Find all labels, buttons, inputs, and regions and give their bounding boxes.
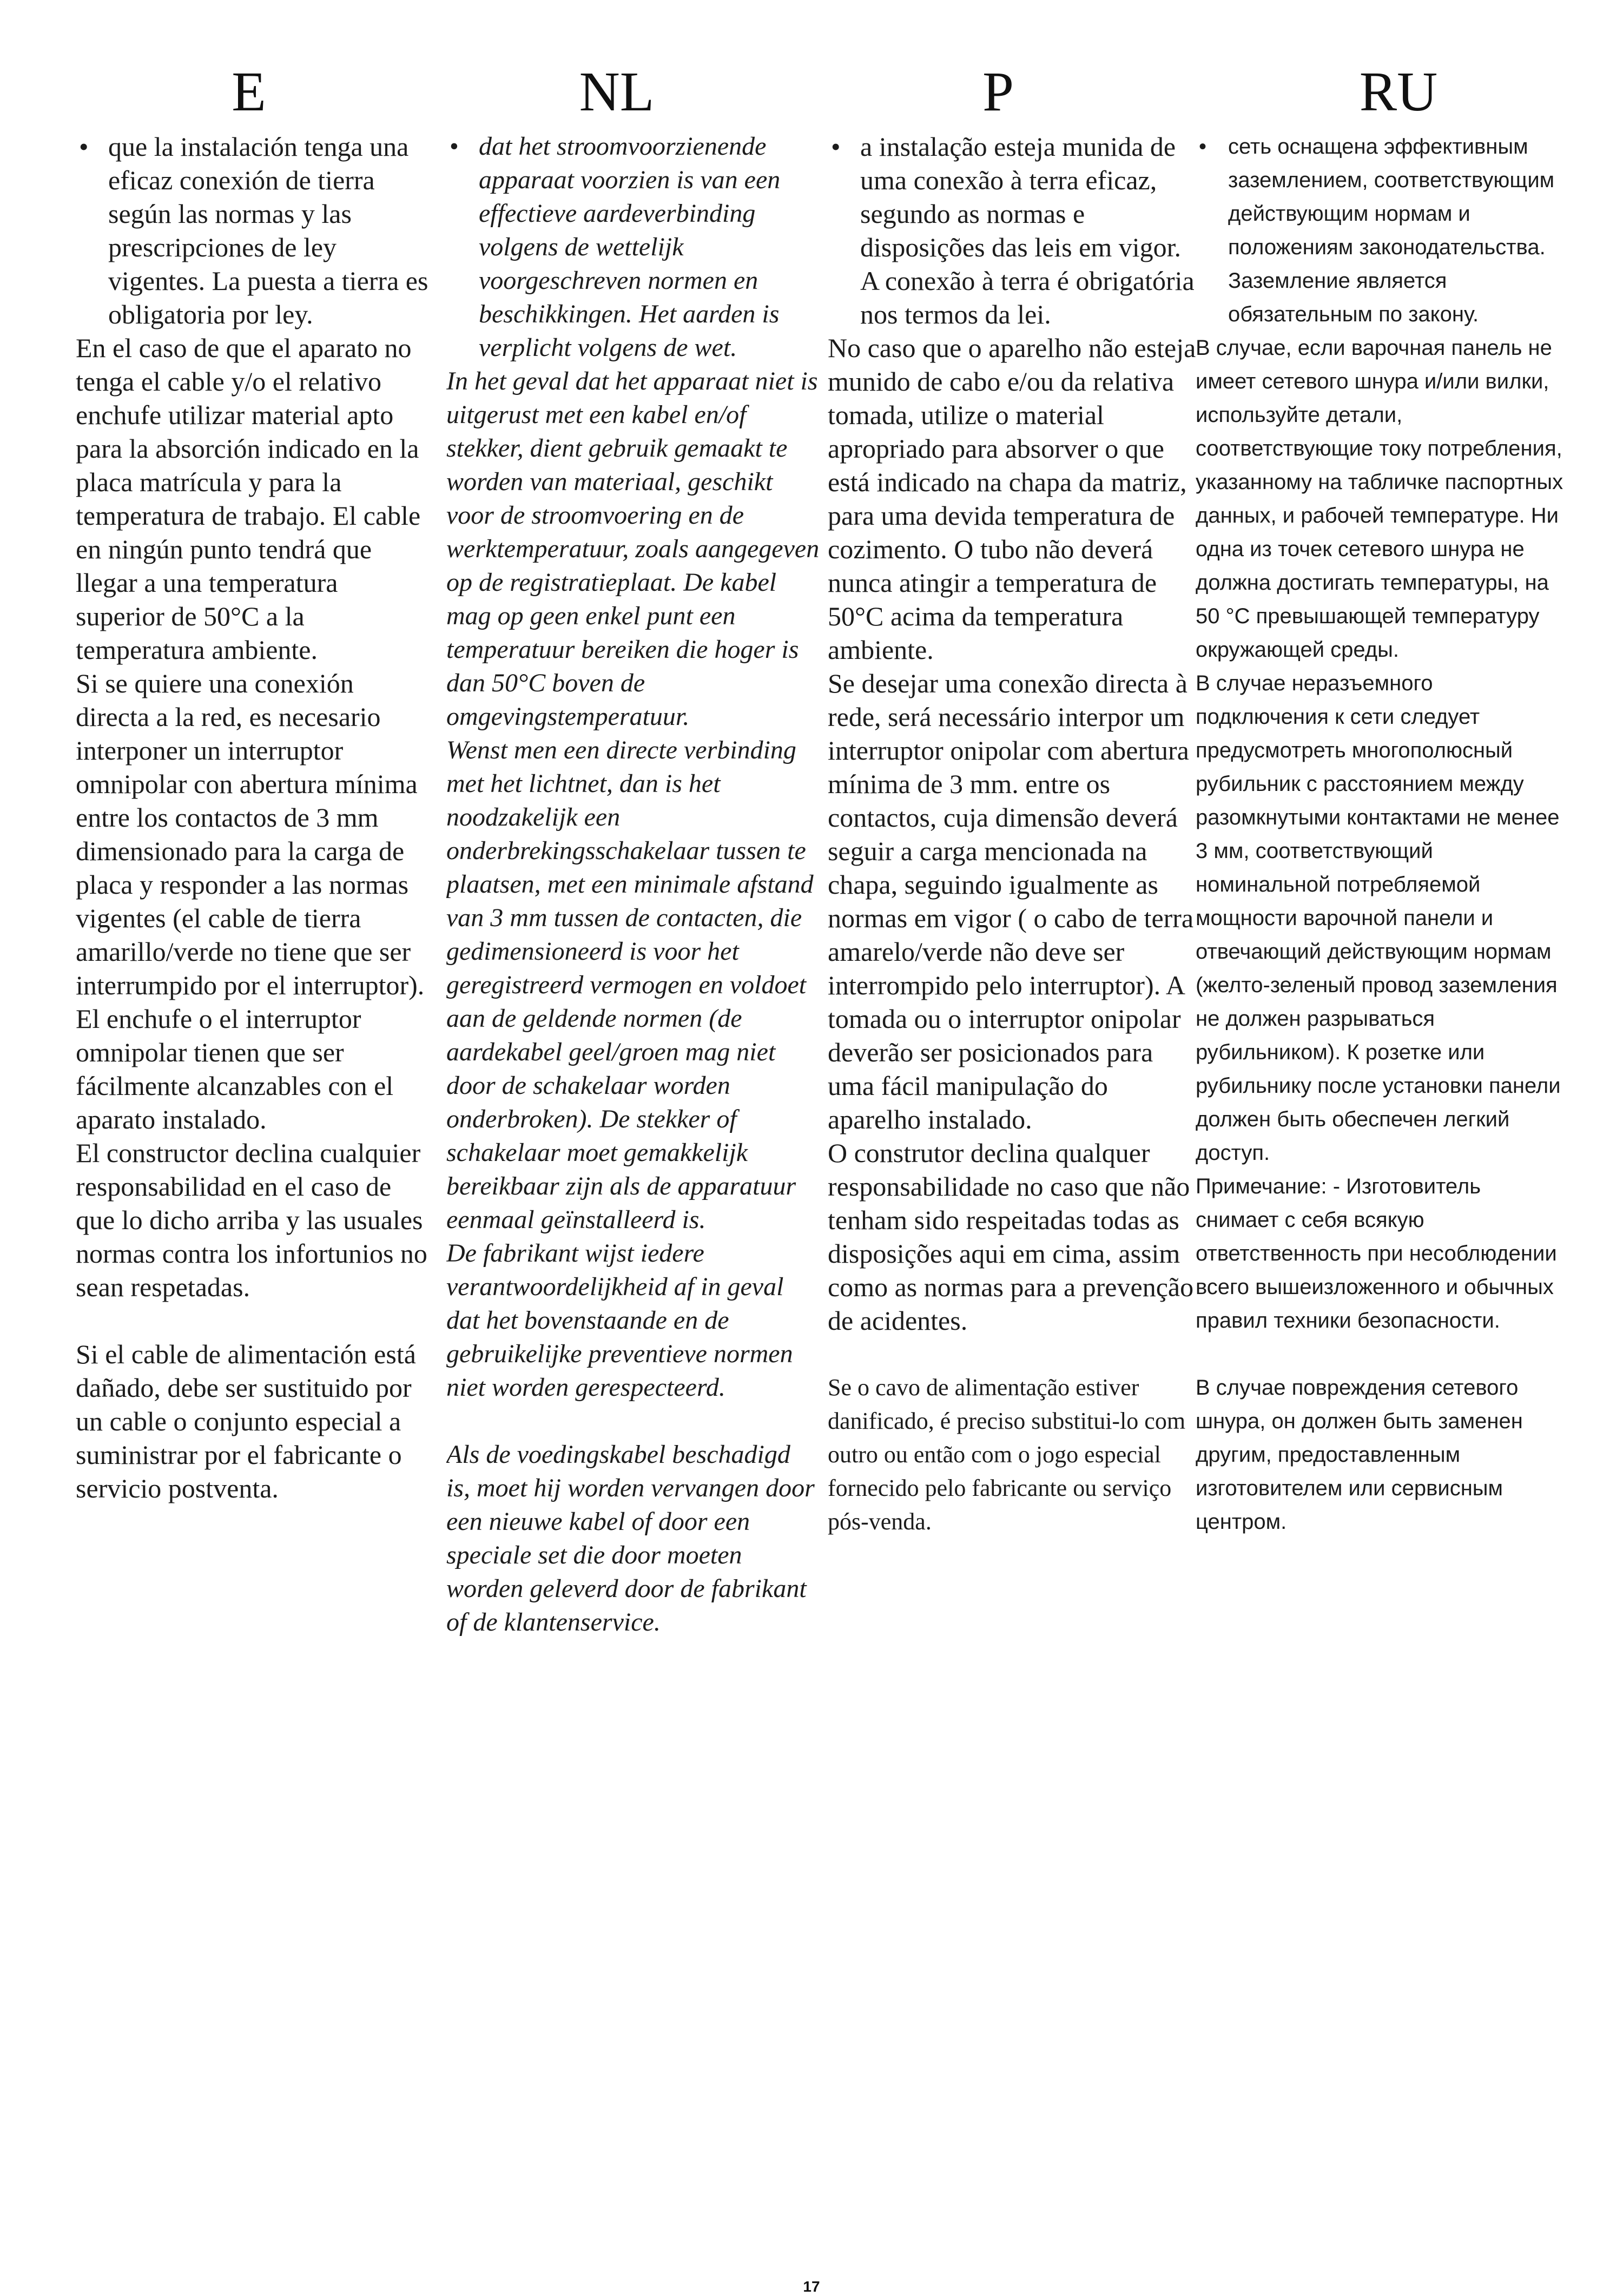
bullet-item <box>1196 130 1569 331</box>
paragraph-direct-connection: Se desejar uma conexão directa à rede, será necessário interpor um interruptor onipolar com abertura mínima de 3 mm. entre os contactos, cuja dimensão deverá seguir a carga mencionada na chapa, seguindo igualmente as normas em vigor ( o cabo de terra amarelo/verde não deve ser interrompido pelo interruptor). A tomada ou o interruptor onipolar deverão ser posicionados para uma fácil manipulação do aparelho instalado. <box>828 668 1194 1134</box>
paragraph-direct-connection: Wenst men een directe verbinding met het lichtnet, dan is het noodzakelijk een onderbrekingsschakelaar tussen te plaatsen, met een minimale afstand van 3 mm tussen de contacten, die gedimensioneerd is voor het geregistreerd vermogen en voldoet aan de geldende normen (de aardekabel geel/groen mag niet door de schakelaar worden onderbroken). De stekker of schakelaar moet gemakkelijk bereikbaar zijn als de apparatuur eenmaal geïnstalleerd is. <box>446 736 814 1234</box>
paragraph-damaged-cable: В случае повреждения сетевого шнура, он должен быть заменен другим, предоставленным изготовителем или сервисным центром. <box>1196 1376 1523 1534</box>
bullet-text: a instalação esteja munida de uma conexão à terra eficaz, segundo as normas e disposições das leis em vigor. A conexão à terra é obrigatória nos termos da lei. <box>860 131 1195 329</box>
column-spanish <box>76 60 433 1926</box>
bullet-icon: • <box>79 131 89 162</box>
paragraph-liability: De fabrikant wijst iedere verantwoordelijkheid af in geval dat het bovenstaande en de gebruikelijke preventieve normen niet worden gerespecteerd. <box>446 1239 793 1402</box>
column-russian <box>1196 60 1569 1926</box>
bullet-icon: • <box>1199 135 1207 159</box>
paragraph-cable: En el caso de que el aparato no tenga el cable y/o el relativo enchufe utilizar material apto para la absorción indicado en la placa matrícula y para la temperatura de trabajo. El cable en ningún punto tendrá que llegar a una temperatura superior de 50°C a la temperatura ambiente. <box>76 333 421 665</box>
paragraph-liability: Примечание: - Изготовитель снимает с себя всякую ответственность при несоблюдении всего вышеизложенного и обычных правил техники безопасности. <box>1196 1175 1557 1332</box>
language-heading-p: P <box>982 61 1014 123</box>
language-heading-e: E <box>232 61 266 123</box>
paragraph-direct-connection: В случае неразъемного подключения к сети следует предусмотреть многополюсный рубильник с расстоянием между разомкнутыми контактами не менее 3 мм, соответствующий номинальной потребляемой мощности варочной панели и отвечающий действующим нормам (желто-зеленый провод заземления не должен разрываться рубильником). К розетке или рубильнику после установки панели должен быть обеспечен легкий доступ. <box>1196 671 1561 1165</box>
bullet-item <box>446 130 820 365</box>
bullet-item <box>76 130 433 331</box>
paragraph-cable: In het geval dat het apparaat niet is uitgerust met een kabel en/of stekker, dient gebruik gemaakt te worden van materiaal, geschikt voor de stroomvoering en de werktemperatuur, zoals aangegeven op de registratieplaat. De kabel mag op geen enkel punt een temperatuur bereiken die hoger is dan 50°C boven de omgevingstemperatuur. <box>446 367 820 731</box>
paragraph-direct-connection: Si se quiere una conexión directa a la red, es necesario interponer un interruptor omnipolar con abertura mínima entre los contactos de 3 mm dimensionado para la carga de placa y responder a las normas vigentes (el cable de tierra amarillo/verde no tiene que ser interrumpido por el interruptor). El enchufe o el interruptor omnipolar tienen que ser fácilmente alcanzables con el aparato instalado. <box>76 668 425 1134</box>
spacer <box>828 1337 1201 1371</box>
paragraph-damaged-cable: Als de voedingskabel beschadigd is, moet hij worden vervangen door een nieuwe kabel of door een speciale set die door moeten worden geleverd door de fabrikant of de klantenservice. <box>446 1440 815 1637</box>
paragraph-cable: В случае, если варочная панель не имеет сетевого шнура и/или вилки, используйте детали, соответствующие току потребления, указанному на табличке паспортных данных, и рабочей температуре. Ни одна из точек сетевого шнура не должна достигать температуры, на 50 °С превышающей температуру окружающей среды. <box>1196 336 1563 662</box>
spacer <box>1196 1337 1569 1371</box>
spacer <box>446 1404 820 1438</box>
bullet-text: que la instalación tenga una eficaz conexión de tierra según las normas y las prescripciones de ley vigentes. La puesta a tierra es obligatoria por ley. <box>108 131 428 329</box>
language-heading-nl: NL <box>579 61 655 123</box>
paragraph-damaged-cable: Se o cavo de alimentação estiver danificado, é preciso substitui-lo com outro ou então com o jogo especial fornecido pelo fabricante ou serviço pós-venda. <box>828 1374 1186 1535</box>
bullet-text: dat het stroomvoorzienende apparaat voorzien is van een effectieve aardeverbinding volgens de wettelijk voorgeschreven normen en beschikkingen. Het aarden is verplicht volgens de wet. <box>479 132 781 362</box>
paragraph-liability: El constructor declina cualquier responsabilidad en el caso de que lo dicho arriba y las usuales normas contra los infortunios no sean respetadas. <box>76 1138 427 1302</box>
paragraph-damaged-cable: Si el cable de alimentación está dañado, debe ser sustituido por un cable o conjunto especial a suministrar por el fabricante o servicio postventa. <box>76 1339 416 1503</box>
bullet-icon: • <box>831 131 841 162</box>
page-number: 17 <box>803 2278 820 2295</box>
column-portuguese <box>828 60 1201 1926</box>
bullet-text: сеть оснащена эффективным заземлением, соответствующим действующим нормам и положениям законодательства. Заземление является обязательным по закону. <box>1228 135 1555 326</box>
column-dutch <box>446 60 820 1926</box>
bullet-icon: • <box>450 132 459 161</box>
language-heading-ru: RU <box>1359 61 1438 123</box>
spacer <box>76 1304 433 1337</box>
bullet-item <box>828 130 1201 331</box>
paragraph-liability: O construtor declina qualquer responsabilidade no caso que não tenham sido respeitadas todas as disposições aqui em cima, assim como as normas para a prevenção de acidentes. <box>828 1138 1194 1336</box>
paragraph-cable: No caso que o aparelho não esteja munido de cabo e/ou da relativa tomada, utilize o material apropriado para absorver o que está indicado na chapa da matriz, para uma devida temperatura de cozimento. O tubo não deverá nunca atingir a temperatura de 50°C acima da temperatura ambiente. <box>828 333 1196 665</box>
